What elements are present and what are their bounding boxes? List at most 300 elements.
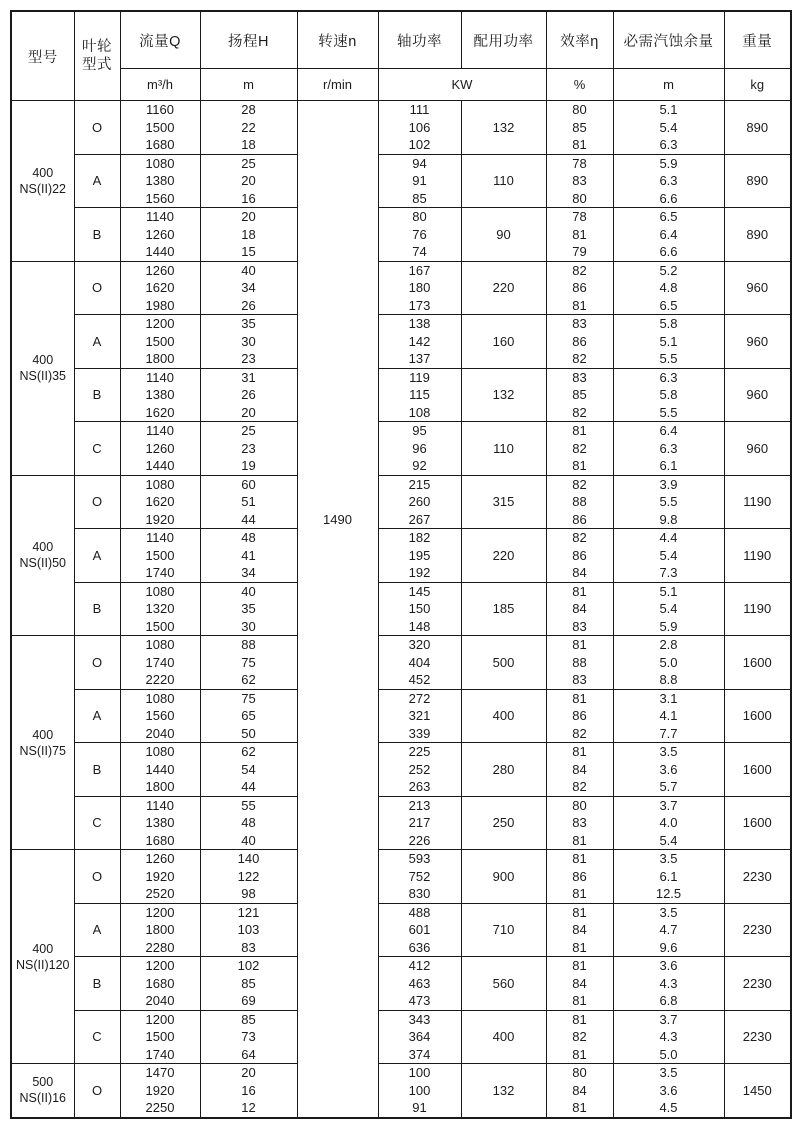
flow-value: 1740 (145, 654, 175, 670)
flow-value: 1440 (145, 244, 175, 259)
npsh-value: 5.4 (659, 832, 678, 848)
shaft-power-value: 180 (408, 280, 431, 295)
shaft-power-value: 108 (408, 404, 431, 420)
shaft-power-value: 263 (408, 779, 431, 794)
efficiency-value: 82 (572, 404, 587, 420)
head-value: 34 (241, 280, 256, 295)
efficiency-value: 81 (572, 993, 587, 1008)
impeller-type-cell: C (74, 796, 120, 850)
flow-value: 1500 (145, 333, 175, 349)
shaft-power-value: 320 (408, 637, 431, 652)
efficiency-value: 81 (572, 939, 587, 955)
shaft-power-value: 76 (412, 226, 427, 242)
npsh-value: 5.8 (659, 387, 678, 402)
efficiency-value: 81 (572, 423, 587, 438)
weight-cell: 960 (724, 261, 791, 315)
matched-power-cell: 280 (461, 743, 546, 797)
weight-cell: 960 (724, 315, 791, 369)
shaft-power-value: 412 (408, 958, 431, 973)
spec-row (11, 315, 791, 369)
shaft-power-value: 473 (408, 993, 431, 1008)
matched-power-cell: 90 (461, 208, 546, 262)
efficiency-value: 82 (572, 440, 587, 456)
efficiency-value: 81 (572, 1011, 587, 1027)
shaft-power-value: 145 (408, 583, 431, 599)
shaft-power-value: 452 (408, 672, 431, 687)
npsh-cell (613, 101, 724, 155)
flow-value: 1140 (146, 797, 174, 813)
flow-value: 1140 (146, 369, 174, 385)
shaft-power-cell (378, 422, 461, 476)
col-header-impeller-line1: 叶轮 (82, 39, 112, 55)
weight-cell: 2230 (724, 957, 791, 1011)
head-value: 98 (241, 886, 256, 901)
efficiency-value: 81 (572, 226, 587, 242)
model-cell (11, 850, 74, 1064)
head-value: 16 (241, 190, 256, 206)
npsh-value: 5.8 (659, 316, 678, 331)
flow-value: 1800 (145, 779, 175, 794)
npsh-value: 3.5 (659, 904, 678, 920)
npsh-value: 6.8 (659, 993, 678, 1008)
head-value: 60 (241, 476, 256, 492)
efficiency-value: 81 (572, 458, 587, 473)
impeller-type-cell: B (74, 208, 120, 262)
npsh-value: 4.3 (659, 975, 678, 991)
shaft-power-value: 100 (408, 1082, 431, 1098)
head-cell (200, 101, 297, 155)
spec-row (11, 101, 791, 155)
npsh-value: 6.1 (659, 458, 678, 473)
efficiency-value: 81 (572, 690, 587, 706)
matched-power-cell: 132 (461, 101, 546, 155)
npsh-value: 5.9 (659, 155, 678, 171)
npsh-value: 5.0 (659, 1046, 678, 1062)
flow-value: 1800 (145, 922, 175, 937)
shaft-power-value: 225 (408, 744, 431, 759)
model-label-line: 400 (32, 353, 54, 367)
head-value: 30 (241, 618, 256, 634)
efficiency-value: 86 (572, 511, 587, 527)
spec-row (11, 582, 791, 636)
flow-cell (120, 743, 200, 797)
flow-value: 1080 (145, 155, 175, 171)
shaft-power-value: 215 (408, 476, 431, 492)
npsh-cell (613, 475, 724, 529)
efficiency-value: 86 (572, 868, 587, 884)
npsh-value: 5.1 (659, 333, 678, 349)
shaft-power-cell (378, 529, 461, 583)
head-value: 88 (241, 637, 256, 652)
npsh-cell (613, 315, 724, 369)
npsh-cell (613, 796, 724, 850)
matched-power-cell: 160 (461, 315, 546, 369)
flow-value: 1080 (145, 690, 175, 706)
head-value: 23 (241, 440, 256, 456)
efficiency-value: 81 (572, 958, 587, 973)
speed-value: 1490 (323, 512, 352, 527)
impeller-type-cell: O (74, 850, 120, 904)
npsh-value: 6.3 (659, 173, 678, 188)
impeller-type-cell: B (74, 957, 120, 1011)
shaft-power-value: 111 (409, 102, 430, 117)
flow-value: 1920 (145, 1082, 175, 1098)
shaft-power-value: 142 (408, 333, 431, 349)
shaft-power-value: 321 (408, 708, 431, 723)
head-value: 16 (241, 1082, 256, 1098)
matched-power-cell: 400 (461, 689, 546, 743)
shaft-power-value: 119 (409, 369, 430, 385)
head-value: 51 (241, 494, 256, 509)
shaft-power-cell (378, 101, 461, 155)
shaft-power-cell (378, 582, 461, 636)
col-header-impeller-type (74, 11, 120, 101)
npsh-value: 3.5 (659, 744, 678, 759)
head-value: 22 (241, 119, 256, 135)
flow-cell (120, 903, 200, 957)
flow-value: 1140 (146, 530, 174, 545)
head-value: 48 (241, 815, 256, 830)
flow-value: 1080 (145, 744, 175, 759)
head-cell (200, 582, 297, 636)
npsh-value: 5.9 (659, 618, 678, 634)
flow-value: 1680 (145, 975, 175, 991)
unit-efficiency: % (546, 69, 613, 101)
npsh-value: 4.5 (659, 1100, 678, 1115)
head-value: 44 (241, 511, 256, 527)
shaft-power-value: 364 (408, 1029, 431, 1044)
matched-power-cell: 400 (461, 1010, 546, 1064)
shaft-power-value: 252 (408, 761, 431, 777)
shaft-power-value: 150 (408, 601, 431, 616)
shaft-power-value: 106 (408, 119, 431, 135)
shaft-power-cell (378, 1010, 461, 1064)
header-label-row (11, 11, 791, 69)
flow-value: 1800 (145, 351, 175, 366)
head-value: 12 (241, 1100, 256, 1115)
efficiency-value: 81 (572, 1046, 587, 1062)
npsh-value: 5.1 (659, 102, 678, 117)
head-cell (200, 315, 297, 369)
npsh-cell (613, 743, 724, 797)
shaft-power-value: 267 (408, 511, 431, 527)
npsh-value: 3.6 (659, 1082, 678, 1098)
efficiency-value: 78 (572, 155, 587, 171)
npsh-value: 3.6 (659, 761, 678, 777)
model-label-line: 500 (32, 1075, 54, 1090)
spec-row (11, 850, 791, 904)
npsh-value: 5.4 (659, 547, 678, 563)
npsh-value: 3.7 (659, 797, 678, 813)
efficiency-value: 80 (572, 190, 587, 206)
weight-cell: 960 (724, 422, 791, 476)
shaft-power-value: 102 (408, 137, 431, 152)
flow-value: 2040 (145, 725, 175, 741)
head-value: 20 (241, 173, 256, 188)
head-value: 122 (237, 868, 260, 884)
model-label-line: 400 (32, 941, 54, 956)
shaft-power-value: 343 (408, 1011, 431, 1027)
efficiency-value: 82 (572, 262, 587, 278)
flow-value: 1500 (145, 618, 175, 634)
head-value: 40 (241, 583, 256, 599)
head-value: 34 (241, 565, 256, 580)
shaft-power-value: 182 (408, 530, 431, 545)
matched-power-cell: 250 (461, 796, 546, 850)
npsh-value: 6.6 (659, 244, 678, 259)
shaft-power-cell (378, 796, 461, 850)
matched-power-cell: 110 (461, 154, 546, 208)
head-cell (200, 850, 297, 904)
efficiency-value: 82 (572, 1029, 587, 1044)
weight-cell: 1600 (724, 796, 791, 850)
efficiency-value: 84 (572, 565, 587, 580)
model-label-line: NS(II)16 (19, 1091, 67, 1106)
head-value: 83 (241, 939, 256, 955)
head-value: 35 (241, 316, 256, 331)
flow-value: 1740 (145, 565, 175, 580)
head-value: 23 (241, 351, 256, 366)
head-value: 140 (237, 851, 260, 866)
matched-power-cell: 110 (461, 422, 546, 476)
flow-value: 1740 (145, 1046, 175, 1062)
efficiency-cell (546, 796, 613, 850)
head-value: 40 (241, 262, 256, 278)
npsh-value: 5.7 (659, 779, 678, 794)
head-value: 40 (241, 832, 256, 848)
head-value: 75 (241, 690, 256, 706)
npsh-cell (613, 957, 724, 1011)
spec-row (11, 903, 791, 957)
weight-cell: 1190 (724, 529, 791, 583)
npsh-cell (613, 689, 724, 743)
npsh-cell (613, 850, 724, 904)
efficiency-value: 79 (572, 244, 587, 259)
head-value: 65 (241, 708, 256, 723)
flow-value: 1260 (145, 440, 175, 456)
efficiency-cell (546, 261, 613, 315)
efficiency-cell (546, 101, 613, 155)
flow-cell (120, 957, 200, 1011)
shaft-power-value: 260 (408, 494, 431, 509)
spec-row (11, 796, 791, 850)
spec-row (11, 208, 791, 262)
shaft-power-value: 213 (408, 797, 431, 813)
efficiency-cell (546, 422, 613, 476)
head-value: 50 (241, 725, 256, 741)
head-value: 35 (241, 601, 256, 616)
npsh-value: 3.5 (659, 1065, 678, 1080)
model-label-line: NS(II)75 (19, 743, 67, 758)
efficiency-cell (546, 529, 613, 583)
spec-row (11, 154, 791, 208)
efficiency-cell (546, 636, 613, 690)
efficiency-value: 81 (572, 1100, 587, 1115)
head-cell (200, 689, 297, 743)
efficiency-value: 81 (572, 583, 587, 599)
npsh-value: 6.5 (659, 209, 678, 224)
head-cell (200, 208, 297, 262)
unit-flow: m³/h (120, 69, 200, 101)
head-value: 19 (241, 458, 256, 473)
head-value: 62 (241, 744, 256, 759)
npsh-value: 2.8 (659, 637, 678, 652)
head-value: 75 (241, 654, 256, 670)
efficiency-value: 81 (572, 137, 587, 152)
matched-power-cell: 500 (461, 636, 546, 690)
shaft-power-cell (378, 368, 461, 422)
head-cell (200, 636, 297, 690)
shaft-power-value: 463 (408, 975, 431, 991)
flow-value: 2220 (145, 672, 175, 687)
flow-value: 1500 (145, 1029, 175, 1044)
flow-value: 1680 (145, 137, 175, 152)
flow-cell (120, 368, 200, 422)
npsh-value: 6.4 (659, 226, 678, 242)
head-cell (200, 422, 297, 476)
header-unit-row (11, 69, 791, 101)
efficiency-cell (546, 475, 613, 529)
impeller-type-cell: B (74, 743, 120, 797)
matched-power-cell: 900 (461, 850, 546, 904)
weight-cell: 1190 (724, 475, 791, 529)
shaft-power-cell (378, 315, 461, 369)
flow-value: 1560 (145, 190, 175, 206)
matched-power-cell: 220 (461, 261, 546, 315)
efficiency-value: 83 (572, 815, 587, 830)
col-header-impeller-line2: 型式 (82, 57, 112, 73)
model-cell (11, 475, 74, 636)
shaft-power-cell (378, 261, 461, 315)
npsh-value: 3.9 (659, 476, 678, 492)
efficiency-cell (546, 743, 613, 797)
efficiency-cell (546, 154, 613, 208)
head-value: 20 (241, 1065, 256, 1080)
flow-cell (120, 315, 200, 369)
head-value: 26 (241, 297, 256, 313)
head-value: 54 (241, 761, 256, 777)
shaft-power-cell (378, 689, 461, 743)
spec-row (11, 1064, 791, 1118)
weight-cell: 1190 (724, 582, 791, 636)
shaft-power-cell (378, 1064, 461, 1118)
model-cell (11, 1064, 74, 1118)
table-header (11, 11, 791, 101)
npsh-value: 7.7 (659, 725, 678, 741)
impeller-type-cell: O (74, 101, 120, 155)
npsh-value: 5.5 (659, 351, 678, 366)
head-cell (200, 743, 297, 797)
weight-cell: 1450 (724, 1064, 791, 1118)
shaft-power-cell (378, 208, 461, 262)
model-label-line: NS(II)22 (19, 181, 67, 196)
shaft-power-value: 94 (412, 155, 427, 171)
unit-speed: r/min (297, 69, 378, 101)
col-header-model: 型号 (11, 11, 74, 101)
shaft-power-value: 91 (412, 173, 427, 188)
efficiency-value: 88 (572, 494, 587, 509)
efficiency-value: 80 (572, 102, 587, 117)
shaft-power-value: 167 (408, 262, 431, 278)
flow-value: 1620 (145, 404, 175, 420)
flow-value: 1080 (145, 476, 175, 492)
npsh-value: 3.5 (659, 851, 678, 866)
matched-power-cell: 560 (461, 957, 546, 1011)
shaft-power-value: 115 (409, 387, 430, 402)
npsh-value: 6.5 (659, 297, 678, 313)
shaft-power-value: 192 (408, 565, 431, 580)
impeller-type-cell: A (74, 529, 120, 583)
head-cell (200, 796, 297, 850)
flow-value: 1500 (145, 119, 175, 135)
efficiency-value: 86 (572, 547, 587, 563)
shaft-power-value: 339 (408, 725, 431, 741)
flow-value: 1470 (145, 1065, 175, 1080)
flow-value: 1320 (145, 601, 175, 616)
weight-cell: 890 (724, 101, 791, 155)
efficiency-value: 82 (572, 779, 587, 794)
npsh-value: 4.7 (659, 922, 678, 937)
shaft-power-cell (378, 154, 461, 208)
efficiency-value: 81 (572, 637, 587, 652)
npsh-cell (613, 582, 724, 636)
npsh-value: 6.4 (659, 423, 678, 438)
efficiency-value: 83 (572, 173, 587, 188)
flow-value: 1920 (145, 868, 175, 884)
efficiency-value: 82 (572, 725, 587, 741)
npsh-value: 4.0 (659, 815, 678, 830)
weight-cell: 890 (724, 154, 791, 208)
head-value: 15 (241, 244, 256, 259)
flow-cell (120, 101, 200, 155)
shaft-power-value: 92 (412, 458, 427, 473)
flow-value: 1260 (145, 851, 175, 866)
npsh-value: 3.7 (659, 1011, 678, 1027)
efficiency-cell (546, 1010, 613, 1064)
flow-value: 1200 (145, 1011, 175, 1027)
npsh-value: 4.1 (659, 708, 678, 723)
flow-value: 1380 (145, 387, 175, 402)
efficiency-value: 83 (572, 618, 587, 634)
head-value: 20 (241, 404, 256, 420)
weight-cell: 2230 (724, 1010, 791, 1064)
shaft-power-cell (378, 743, 461, 797)
head-cell (200, 475, 297, 529)
efficiency-cell (546, 1064, 613, 1118)
head-value: 20 (241, 209, 256, 224)
efficiency-value: 82 (572, 351, 587, 366)
flow-value: 1200 (145, 904, 175, 920)
head-value: 28 (241, 102, 256, 117)
shaft-power-value: 593 (408, 851, 431, 866)
flow-value: 1080 (145, 583, 175, 599)
impeller-type-cell: A (74, 903, 120, 957)
efficiency-value: 80 (572, 1065, 587, 1080)
head-value: 69 (241, 993, 256, 1008)
flow-value: 1380 (145, 173, 175, 188)
flow-cell (120, 636, 200, 690)
efficiency-value: 84 (572, 922, 587, 937)
efficiency-value: 86 (572, 333, 587, 349)
efficiency-value: 81 (572, 851, 587, 866)
efficiency-value: 84 (572, 975, 587, 991)
model-label-line: 400 (32, 727, 54, 742)
efficiency-value: 88 (572, 654, 587, 670)
flow-cell (120, 582, 200, 636)
shaft-power-value: 148 (408, 618, 431, 634)
col-header-weight: 重量 (724, 11, 791, 69)
head-cell (200, 1010, 297, 1064)
